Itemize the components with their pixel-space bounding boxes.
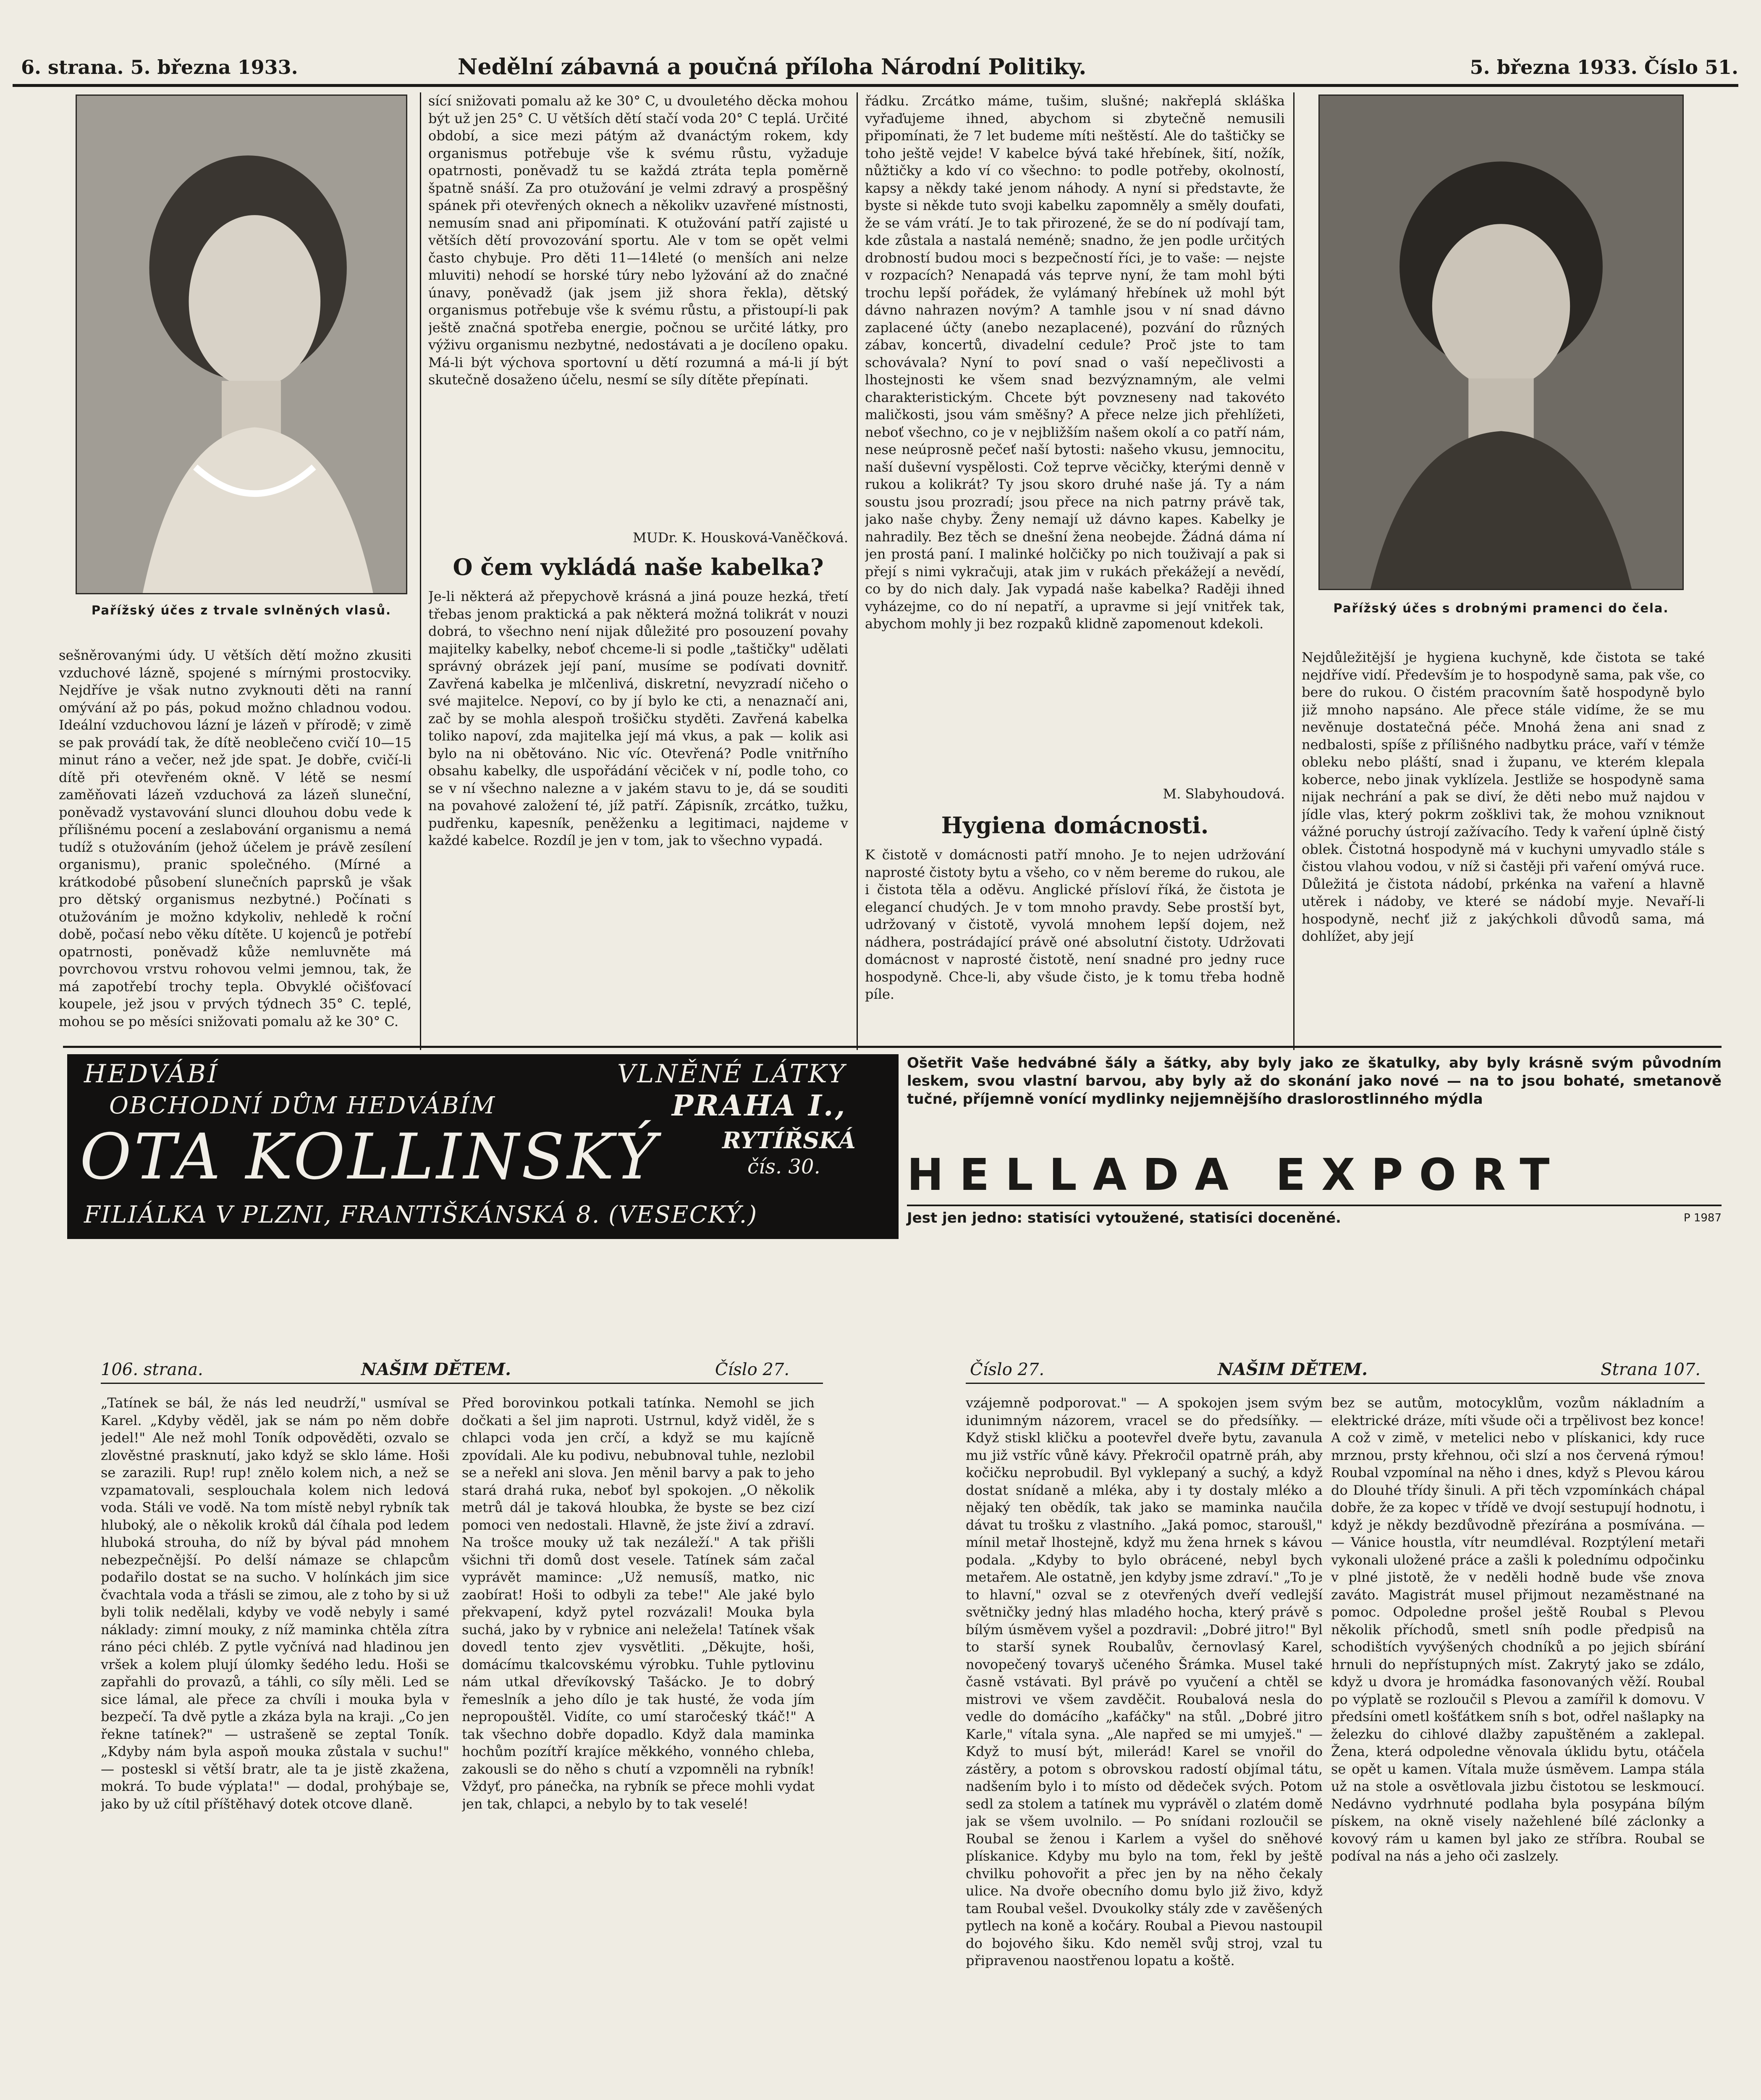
ad-tag-right: VLNĚNÉ LÁTKY: [617, 1059, 846, 1089]
lower-left-page: 106. strana.: [101, 1360, 203, 1379]
col2-body-2: Je-li některá až přepychově krásná a jiná pouze hezká, třetí třebas jenom praktická a pak některá možná tolikrát v nouzi dobrá, to všechno není nijak důležité pro posouzení povahy majitelky kabelky, neboť chceme-li si podle „taštičky" udělati správný obrázek její paní, musíme se podívati dovnitř. Zavřená kabelka je mlčenlivá, diskretní, nevyzradí ničeho o své majitelce. Nepoví, co by jí bylo ke cti, a nenaznačí ani, zač by se mohla alespoň trošičku styděti. Zavřená kabelka toliko napoví, zda majitelka její má vkus, a pak — kolik asi bylo na ni obětováno. Nic víc. Otevřená? Podle vnitřního obsahu kabelky, dle uspořádání věciček v ní, podle toho, co se v ní všechno nalezne a v jakém stavu to je, dá se souditi na povahové založení té, jíž patří. Zápisník, zrcátko, tužku, pudřenku, kapesník, peněženku a legitimaci, najdeme v každé kabelce. Rozdíl je jen v tom, jak to všechno vypadá.: [428, 588, 848, 848]
ad-line2-left: OBCHODNÍ DŮM HEDVÁBÍM: [109, 1092, 496, 1119]
col-rule-1: [420, 92, 421, 1050]
col-rule-2: [857, 92, 858, 1050]
col2-headline: O čem vykládá naše kabelka?: [453, 554, 824, 580]
col2-signature: MUDr. K. Housková-Vaněčková.: [633, 530, 848, 546]
ad-hellada-tagline: Jest jen jedno: statisíci vytoužené, statisíci doceněné.: [907, 1210, 1341, 1226]
col3-body-2: K čistotě v domácnosti patří mnoho. Je to nejen udržování naprosté čistoty bytu a všeho, co v něm bereme do rukou, ale i čistota těla a oděvu. Anglické přísloví říká, že čistota je elegancí chudých. Je v tom mnoho pravdy. Sebe prostší byt, udržovaný v čistotě, vyvolá mnohem lepší dojem, než nádhera, postrádající právě oné absolutní čistoty. Udržovati domácnost v naprosté čistotě, není snadné pro jedny ruce hospodyně. Chce-li, aby všude čisto, je k tomu třeba hodně píle.: [865, 847, 1285, 1002]
ad-hellada-rule: [907, 1205, 1722, 1206]
ad-line2-right: PRAHA I.,: [672, 1089, 847, 1123]
portrait-woman-right: [1320, 96, 1682, 589]
ad-hellada-text: Ošetřit Vaše hedvábné šály a šátky, aby byly jako ze škatulky, aby byly krásně svým původním leskem, svou vlastní barvou, aby byly až do skonání jako nové — na to jsou bohaté, smetanově tučné, příjemně vonící mydlinky nejjemnějšího draslorostlinného mýdla: [907, 1055, 1722, 1108]
ad-branch: FILIÁLKA V PLZNI, FRANTIŠKÁNSKÁ 8. (VESECKÝ.): [84, 1201, 758, 1228]
lower-col4-body: bez se autům, motocyklům, vozům nákladním a elektrické dráze, míti všude oči a trpělivost bez konce! A což v zimě, v metelici nebo v plískanici, kdy ruce mrznou, prsty křehnou, oči slzí a nos červená rýmou! Roubal vzpomínal na něho i dnes, když s Plevou károu do Dlouhé třídy šinuli. A při těch vzpomínkách chápal dobře, že za kopec v třídě ve dvojí sestupují hodnotu, i když je někdy bezdůvodně přezírána a posmívána. — — Vánice houstla, vítr neumdléval. Rozptýlení metaři vykonali uložené práce a zašli k polednímu odpočinku v plné jistotě, že v neděli hodně bude vše znova zaváto. Magistrát musel přijmout nezaměstnané na pomoc. Odpoledne prošel ještě Roubal s Plevou několik příchodů, smetl sníh podle předpisů na schodištích vyvýšených chodníků a po jejich sbírání hrnuli do nepřístupných míst. Zakrytý jako se zdálo, když u dvora je hromádka fasonovaných věží. Roubal po výplatě se rozloučil s Plevou a zamířil k domovu. V předsíni ometl košťátkem sníh s bot, odřel našlapky na železku do cihlové dlažby zapuštěném a zaklepal. Žena, která odpoledne věnovala úklidu bytu, otáčela se opět u kamen. Vítala muže úsměvem. Lampa stála už na stole a osvětlovala jizbu čistotou se leskmoucí. Nedávno vydrhnuté podlaha byla posypána bílým pískem, na okně visely nažehlené bílé záclonky a kovový rám u kamen byl jako ze stříbra. Roubal se podíval na nás a jeho oči zaslzely.: [1331, 1395, 1705, 1864]
col1-body: sešněrovanými údy. U větších dětí možno zkusiti vzduchové lázně, spojené s mírnými prostocviky. Nejdříve je však nutno zvyknouti děti na ranní omývání až po pás, pokud možno chladnou vodou. Ideální vzduchovou lázní je lázeň v přírodě; v zimě se pak provádí tak, že dítě neoblečeno cvičí 10—15 minut ráno a večer, než jde spat. Je dobře, cvičí-li dítě při otevřeném okně. V létě se nesmí zaměňovati lázeň vzduchová za lázeň sluneční, poněvadž vystavování slunci dlouhou dobu vede k přílišnému pocení a zeslabování organismu a nemá tudíž s otužováním (jehož účelem je právě zesílení organismu), pranic společného. (Mírné a krátkodobé působení slunečních paprsků je však pro dětský organismus nezbytné.) Počínati s otužováním je možno kdykoliv, nehledě k roční době, počasí nebo věku dítěte. U kojenců je potřebí opatrnosti, poněvadž kůže nemluvněte má povrchovou vrstvu rohovou velmi jemnou, tak, že má zapotřebí trochy tepla. Obvyklé očišťovací koupele, jež jsou v prvých týdnech 35° C. teplé, mohou se po měsíci snižovati pomalu až ke 30° C.: [59, 647, 411, 1029]
top-header: [21, 55, 1738, 80]
lower-right-title: NAŠIM DĚTEM.: [1218, 1360, 1368, 1379]
lower-col1-body: „Tatínek se bál, že nás led neudrží," usmíval se Karel. „Kdyby věděl, jak se nám po něm dobře jedel!" Ale než mohl Toník odpověděti, ozvalo se zlověstné prasknutí, jako když se sklo láme. Hoši se zarazili. Rup! rup! znělo kolem nich, a než se vzpamatovali, sesplouchala kolem nich ledová voda. Stáli ve vodě. Na tom místě nebyl rybník tak hluboký, ale o několik kroků dál číhala pod ledem hluboká strouha, do níž by býval pád mnohem nebezpečnější. Po delší námaze se chlapcům podařilo dostat se na sucho. V holínkách jim sice čvachtala voda a třásli se zimou, ale z toho by si už byli tolik nedělali, kdyby ve vodě nebyly i samé náklady: zimní mouky, z níž maminka chtěla zítra ráno péci chléb. Z pytle vyčnívá nad hladinou jen vršek a kolem plují úlomky šedého ledu. Hoši se zapřahli do provazů, a táhli, co síly měli. Led se sice lámal, ale přece za chvíli i mouka byla v bezpečí. Ta dvě pytle a zkáza byla na kraji. „Co jen řekne tatínek?" — ustrašeně se zeptal Toník. „Kdyby nám byla aspoň mouka zůstala v suchu!" — posteskl si větší bratr, ale ta je jistě zkažena, mokrá. To bude výplata!" — dodal, prohýbaje se, jako by už cítil příštěhavý dotek otcove dlaně.: [101, 1395, 449, 1812]
ad-kollinsky: [67, 1054, 899, 1239]
ad-hellada: [907, 1054, 1722, 1239]
portrait-woman-left: [77, 96, 406, 593]
header-right: 5. března 1933. Číslo 51.: [1470, 56, 1738, 79]
photo-left-caption: Pařížský účes z trvale svlněných vlasů.: [91, 603, 392, 617]
col3-headline: Hygiena domácnosti.: [941, 812, 1209, 839]
lower-right-num: Číslo 27.: [970, 1360, 1045, 1379]
lower-col2-body: Před borovinkou potkali tatínka. Nemohl se jich dočkati a šel jim naproti. Ustrnul, když viděl, že s chlapci voda jen crčí, a když se mu kajícně zpovídali. Ale ku podivu, nebubnoval tuhle, nezlobil se a neřekl ani slova. Jen měnil barvy a pak to jeho stará drahá ruka, neboť byl spokojen. „O několik metrů dál je taková hloubka, že byste se bez cizí pomoci ven nedostali. Hlavně, že jste živí a zdraví. Na trošce mouky už tak nezáleží." A tak přišli všichni tři domů dost vesele. Tatínek sám začal vyprávět mamince: „Už nemusíš, matko, nic zaobírat! Hoši to odbyli za tebe!" Ale jaké bylo překvapení, když pytel rozvázali! Mouka byla suchá, jako by v rybnice ani neležela! Tatínek však dovedl tento zjev vysvětliti. „Děkujte, hoši, domácímu tkalcovskému výrobku. Tuhle pytlovinu nám utkal dřevíkovský Tašácko. Je to dobrý řemeslník a jeho dílo je tak husté, že voda jím nepropouštěl. Vidíte, co umí staročeský tkáč!" A tak všechno dobře dopadlo. Když dala maminka hochům pozítří krajíce měkkého, vonného chleba, zakousli se do něho s chutí a vzpomněli na rybník! Vždyť, pro pánečka, na rybník se přece mohli vydat jen tak, chlapci, a nebylo by to tak veselé!: [462, 1395, 815, 1812]
col2-body: sící snižovati pomalu až ke 30° C, u dvouletého děcka mohou být už jen 25° C. U větších dětí stačí voda 20° C teplá. Určité období, a sice mezi pátým až dvanáctým rokem, kdy organismus potřebuje vše k svému růstu, vyžaduje opatrnosti, poněvadž tu se každá ztráta tepla poměrně špatně snáší. Za pro otužování je velmi zdravý a prospěšný spánek při otevřených oknech a několikv uzavřené místnosti, nemusím snad ani připomínati. K otužování patří zajisté u větších dětí provozování sportu. Ale v tom se opět velmi často chybuje. Pro děti 11—14leté (o menších ani nelze mluviti) nehodí se horské túry nebo lyžování až do značné únavy, poněvadž (jak jsem již shora řekla), dětský organismus potřebuje vše k svému růstu, a přistoupí-li pak ještě značná spotřeba energie, počnou se určité látky, pro výživu organismu nezbytné, nedostávati a je docíleno opaku. Má-li být výchova sportovní u dětí rozumná a má-li jí být skutečně dosaženo účelu, nesmí se síly dítěte přepínati.: [428, 93, 848, 388]
photo-right: [1318, 94, 1684, 590]
ad-rule-top: [63, 1046, 1722, 1048]
header-left: 6. strana. 5. března 1933.: [21, 56, 298, 79]
header-rule: [13, 84, 1738, 87]
ad-addr1: RYTÍŘSKÁ: [722, 1127, 856, 1154]
ad-addr2: čís. 30.: [747, 1155, 820, 1179]
lower-rule-right: [966, 1383, 1705, 1384]
ad-hellada-code: P 1987: [1683, 1212, 1722, 1224]
lower-rule-left: [101, 1383, 823, 1384]
header-center: Nedělní zábavná a poučná příloha Národní Politiky.: [458, 54, 1087, 80]
col3-body: řádku. Zrcátko máme, tušim, slušné; nakřeplá skláška vyřaďujeme ihned, abychom si zbytečně nemusili připomínati, že 7 let budeme míti neštěstí. Ale do taštičky se toho ještě vejde! V kabelce bývá také hřebínek, šití, nožík, nůžtičky a kdo ví co všechno: to podle potřeby, okolností, kapsy a někdy také jenom náhody. A nyní si představte, že byste si někde tuto svoji kabelku zapomněly a směly doufati, že se vám vrátí. Je to tak přirozené, že se do ní podívají tam, kde zůstala a nastalá neméně; snadno, že jen podle určitých drobností budou moci s bezpečností říci, je to vaše: — nejste v rozpacích? Nenapadá vás teprve nyní, že tam mohl býti trochu lepší pořádek, že vylámaný hřebínek už mohl být dávno nahrazen novým? A tamhle jsou v ní snad dávno zaplacené účty (anebo nezaplacené), pozvání do různých zábav, koncertů, divadelní cedule? Proč jste to tam schovávala? Nyní to poví snad o vaší nepečlivosti a lhostejnosti ke všem snad bezvýznamným, ale velmi charakteristickým. Chcete být povzneseny nad takovéto maličkosti, jsou vám směšny? A přece nelze jich přehlížeti, neboť všechno, co je v nejbližším našem okolí a co patří nám, nese neúprosně pečeť naší bytosti: našeho vkusu, jemnocitu, naší duševní vyspělosti. Což teprve věcičky, kterými denně v rukou a kolikrát? Ty jsou skoro druhé naše já. Ty a nám soustu jsou prozradí; jsou přece na nich patrny právě tak, jako naše chyby. Ženy nemají už dávno kapes. Kabelky je nahradily. Bez těch se dnešní žena neobejde. Žádná dáma ní jen prostá paní. I malinké holčičky po nich touživají a pak si přejí s nimi vykračuji, atak jim v rukách překážejí a nevědí, co by do nich daly. Jak vypadá naše kabelka? Raději ihned vyházejme, co do ní nepatří, a upravme si její vnitřek tak, abychom mohly ji bez rozpaků klidně zapomenout kdekoli.: [865, 93, 1285, 632]
ad-brand-kollinsky: OTA KOLLINSKÝ: [80, 1121, 659, 1194]
lower-col3-body: vzájemně podporovat." — A spokojen jsem svým idunimným názorem, vracel se do předsíňky. — Když stiskl kličku a pootevřel dveře bytu, zavanula mu již vstříc vůně kávy. Překročil opatrně práh, aby kočičku neprobudil. Byl vyklepaný a suchý, a když dostat snídaně a mléka, aby i ty dostaly mléko a nějaký ten obědík, tak jako se maminka naučila dávat tu trošku z vlastního. „Jaká pomoc, staroušl," mínil metař lhostejně, když mu žena hrnek s kávou podala. „Kdyby to bylo obrácené, nebyl bych metařem. Ale ostatně, jen kdyby jsme zdraví." „To je to hlavní," ozval se z otevřených dveří vedlejší světničky jedný hlas mladého hocha, který právě s bílým úsměvem vyšel a pozdravil: „Dobré jitro!" Byl to starší synek Roubalův, černovlasý Karel, novopečený tovaryš učeného Šrámka. Musel také časně vstávati. Byl právě po vyučení a chtěl se mistrovi ve všem zavděčit. Roubalová nesla do vedle do domácího „kafáčky" na stůl. „Dobré jitro Karle," vítala syna. „Ale napřed se mi umyješ." — Když to musí být, milerád! Karel se vnořil do zástěry, a potom s obrovskou radostí objímal tátu, nadšením bylo i to místo od dědeček svých. Potom sedl za stolem a tatínek mu vyprávěl o zlatém domě jak se všem uvolnilo. — Po snídani rozloučil se Roubal se ženou i Karlem a vyšel do sněhové plískanice. Kdyby mu bylo na tom, řekl by ještě chvilku pohovořit a přec jen by na něho čekaly ulice. Na dvoře obecního domu bylo již živo, když tam Roubal vešel. Dvoukolky stály zde v zavěšených pytlech na koně a kočáry. Roubal a Pievou nastoupil do bojového šiku. Kdo neměl svůj stroj, vzal tu připravenou naostřenou lopatu a koště.: [966, 1395, 1323, 1969]
photo-right-caption: Pařížský účes s drobnými pramenci do čela.: [1333, 601, 1669, 615]
photo-left: [76, 94, 407, 594]
lower-header-right: [966, 1359, 1701, 1381]
col-rule-3: [1293, 92, 1295, 1050]
lower-left-title: NAŠIM DĚTEM.: [361, 1360, 511, 1379]
ad-tag-left: HEDVÁBÍ: [84, 1059, 219, 1089]
lower-left-num: Číslo 27.: [715, 1360, 789, 1379]
ad-hellada-brand: HELLADA EXPORT: [907, 1149, 1566, 1200]
col3-signature: M. Slabyhoudová.: [1163, 786, 1285, 802]
lower-header-left: [101, 1359, 815, 1381]
lower-right-page: Strana 107.: [1601, 1360, 1701, 1379]
col4-body: Nejdůležitější je hygiena kuchyně, kde čistota se také nejdříve vidí. Především je to hospodyně sama, pak vše, co bere do rukou. O čistém pracovním šatě hospodyně bylo již mnoho napsáno. Ale přece stále vidíme, že se mu nevěnuje dostatečná péče. Mnohá žena ani snad z nedbalosti, spíše z přílišného nadbytku práce, vaří v témže obleku nebo pláští, snad i županu, ve kterém klepala koberce, nebo jinak vyklízela. Jestliže se hospodyně sama nijak nechrání a pak se diví, že děti nebo muž najdou v jídle vlas, který pokrm zošklivi tak, že mohou vzniknout vážné poruchy ústrojí zažívacího. Tedy k vaření úplně čistý oblek. Čistotná hospodyně má v kuchyni umyvadlo stále s čistou vlahou vodou, v níž si častěji při vaření omývá ruce. Důležitá je čistota nádobí, prkénka na vaření a hlavně utěrek i nádoby, ve které se nádobí myje. Nevaří-li hospodyně, nechť již z jakýchkoli důvodů sama, má dohlížet, aby její: [1302, 649, 1705, 944]
